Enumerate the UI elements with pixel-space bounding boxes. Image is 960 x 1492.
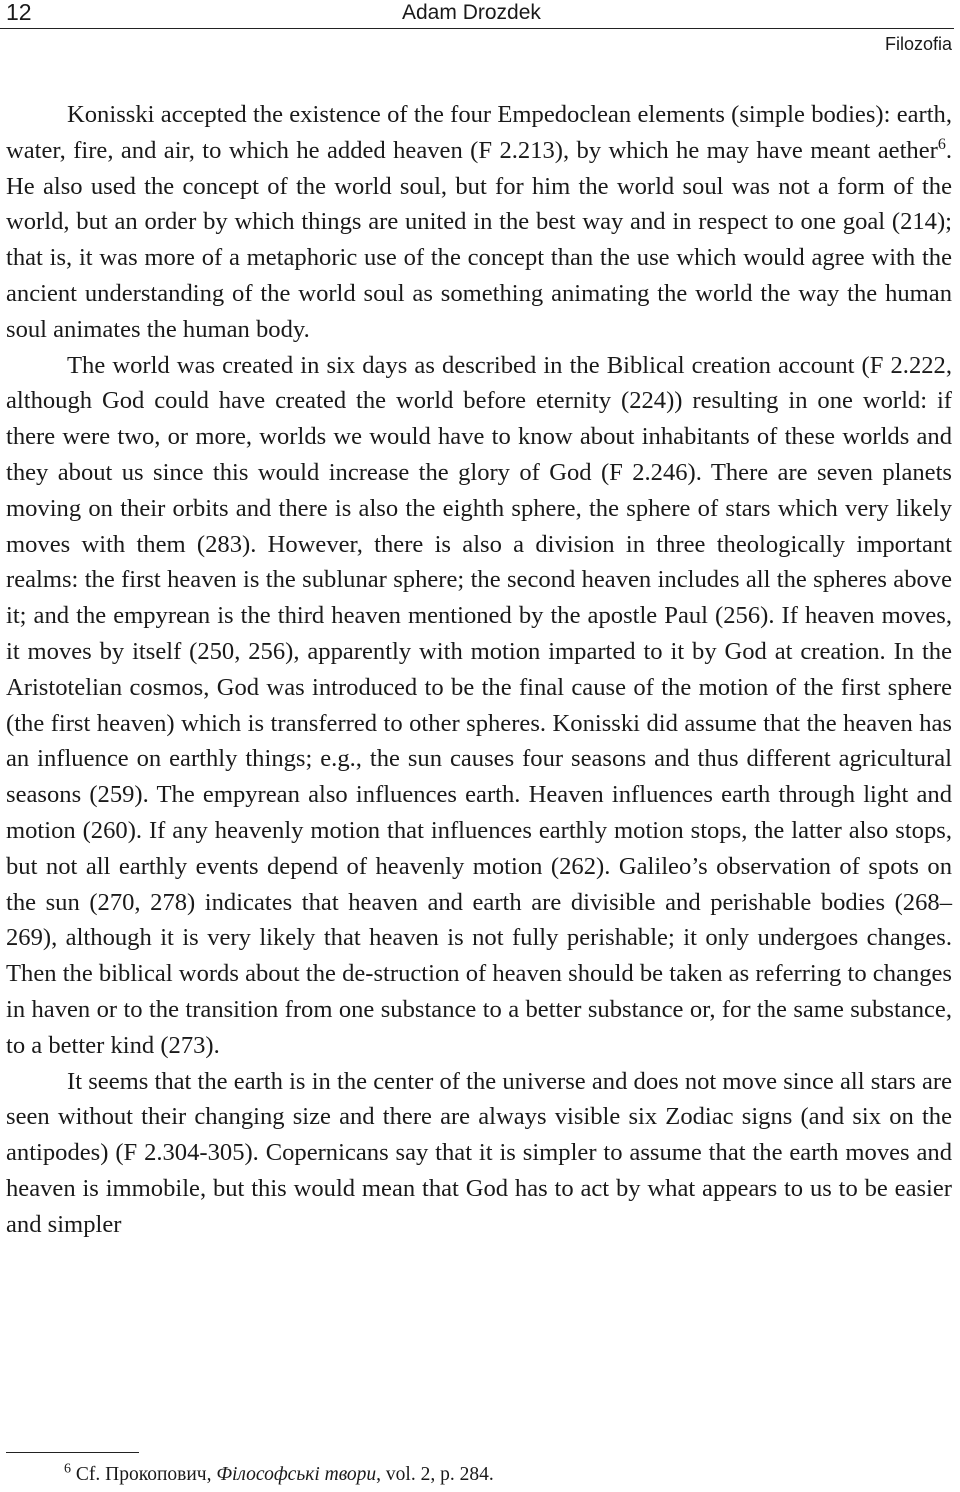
paragraph-3: It seems that the earth is in the center of the universe and does not move since all stars are seen without their changing size and there are always visible six Zodiac signs (and six on the antipodes) (F 2.304-305). Copernicans say that it is simpler to assume that the earth moves and heaven is immobile, but this would mean that God has to act by what appears to us to be easier and simpler [6,1067,952,1238]
footnote-rule [6,1452,139,1453]
footnote-mark: 6 [64,1461,71,1477]
footnote-prefix: Cf. Прокопович, [75,1464,217,1485]
journal-name: Filozofia [884,34,952,54]
paragraph-1 [6,97,952,348]
page-number: 12 [6,0,32,25]
running-author: Adam Drozdek [402,1,541,24]
paragraph-1-text: Konisski accepted the existence of the four Empedoclean elements (simple bodies): earth, water, fire, and air, to which he added heaven (F 2.213), by which he may have meant aether [6,101,952,164]
header-rule [0,28,954,29]
footnote-reference[interactable]: 6 [937,135,946,153]
footnote-suffix: , vol. 2, p. 284. [376,1464,494,1485]
running-header [0,0,960,60]
footnote-title: Філософські твори [216,1464,377,1485]
footnote [64,1463,494,1487]
paragraph-1-continuation: . He also used the concept of the world soul, but for him the world soul was not a form of the world, but an order by which things are united in the best way and in respect to one goal (214); that is, it was more of a metaphoric use of the concept than the use which would agree with the ancient understanding of the world soul as something animating the world the way the human soul animates the human body. [6,136,952,343]
paragraph-2: The world was created in six days as described in the Biblical creation account (F 2.222, although God could have created the world before eternity (224)) resulting in one world: if there were two, or more, worlds we would have to know about inhabitants of these worlds and they about us since this would increase the glory of God (F 2.246). There are seven planets moving on their orbits and there is also the eighth sphere, the sphere of stars which very likely moves with them (283). However, there is also a division in three theologically important realms: the first heaven is the sublunar sphere; the second heaven includes all the spheres above it; and the empyrean is the third heaven mentioned by the apostle Paul (256). If heaven moves, it moves by itself (250, 256), apparently with motion imparted to it by God at creation. In the Aristotelian cosmos, God was introduced to be the final cause of the motion of the first sphere (the first heaven) which is transferred to other spheres. Konisski did assume that the heaven has an influence on earthly things; e.g., the sun causes four seasons and thus different agricultural seasons (259). The empyrean also influences earth. Heaven influences earth through light and motion (260). If any heavenly motion that influences earthly motion stops, the latter also stops, but not all earthly events depend of heavenly motion (262). Galileo’s observation of spots on the sun (270, 278) indicates that heaven and earth are divisible and perishable bodies (268–269), although it is very likely that heaven is not fully perishable; it only undergoes changes. Then the biblical words about the de-struction of heaven should be taken as referring to changes in haven or to the transition from one substance to a better substance or, for the same substance, to a better kind (273). [6,351,952,1059]
body-text [6,97,952,1243]
